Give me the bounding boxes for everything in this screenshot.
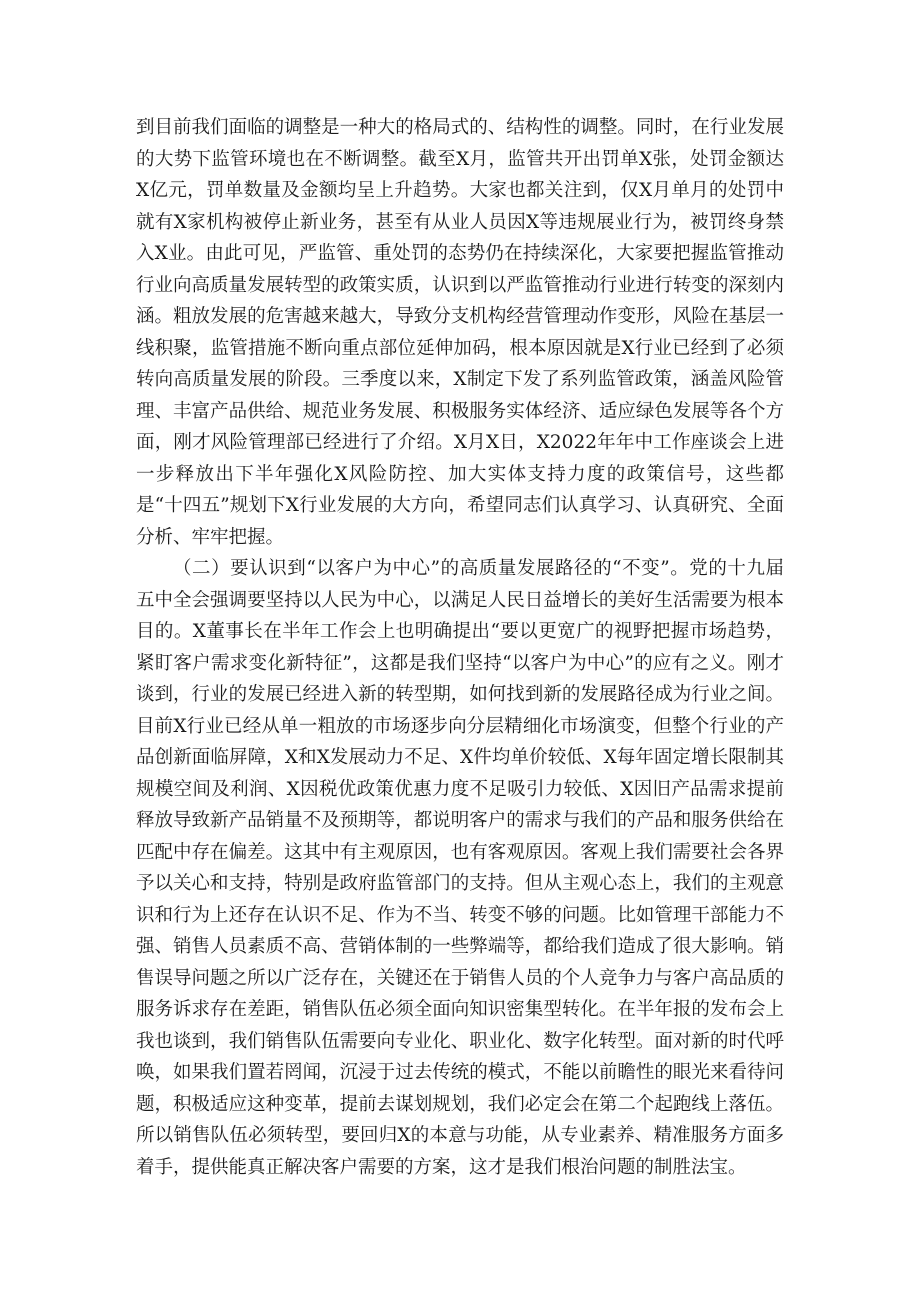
body-paragraph-section-two: （二）要认识到“以客户为中心”的高质量发展路径的“不变”。党的十九届五中全会强调要坚持以人民为中心，以满足人民日益增长的美好生活需要为根本目的。X董事长在半年工作会上也明确提出“要以更宽广的视野把握市场趋势，紧盯客户需求变化新特征”，这都是我们坚持“以客户为中心”的应有之义。刚才谈到，行业的发展已经进入新的转型期，如何找到新的发展路径成为行业之间。目前X行业已经从单一粗放的市场逐步向分层精细化市场演变，但整个行业的产品创新面临屏障，X和X发展动力不足、X件均单价较低、X每年固定增长限制其规模空间及利润、X因税优政策优惠力度不足吸引力较低、X因旧产品需求提前释放导致新产品销量不及预期等，都说明客户的需求与我们的产品和服务供给在匹配中存在偏差。这其中有主观原因，也有客观原因。客观上我们需要社会各界予以关心和支持，特别是政府监管部门的支持。但从主观心态上，我们的主观意识和行为上还存在认识不足、作为不当、转变不够的问题。比如管理干部能力不强、销售人员素质不高、营销体制的一些弊端等，都给我们造成了很大影响。销售误导问题之所以广泛存在，关键还在于销售人员的个人竞争力与客户高品质的服务诉求存在差距，销售队伍必须全面向知识密集型转化。在半年报的发布会上我也谈到，我们销售队伍需要向专业化、职业化、数字化转型。面对新的时代呼唤，如果我们置若罔闻，沉浸于过去传统的模式，不能以前瞻性的眼光来看待问题，积极适应这种变革，提前去谋划规划，我们必定会在第二个起跑线上落伍。所以销售队伍必须转型，要回归X的本意与功能，从专业素养、精准服务方面多着手，提供能真正解决客户需要的方案，这才是我们根治问题的制胜法宝。 (136, 558, 784, 1178)
body-paragraph-continued: 到目前我们面临的调整是一种大的格局式的、结构性的调整。同时，在行业发展的大势下监管环境也在不断调整。截至X月，监管共开出罚单X张，处罚金额达X亿元，罚单数量及金额均呈上升趋势。大家也都关注到，仅X月单月的处罚中就有X家机构被停止新业务，甚至有从业人员因X等违规展业行为，被罚终身禁入X业。由此可见，严监管、重处罚的态势仍在持续深化，大家要把握监管推动行业向高质量发展转型的政策实质，认识到以严监管推动行业进行转变的深刻内涵。粗放发展的危害越来越大，导致分支机构经营管理动作变形，风险在基层一线积聚，监管措施不断向重点部位延伸加码，根本原因就是X行业已经到了必须转向高质量发展的阶段。三季度以来，X制定下发了系列监管政策，涵盖风险管理、丰富产品供给、规范业务发展、积极服务实体经济、适应绿色发展等各个方面，刚才风险管理部已经进行了介绍。X月X日，X2022年年中工作座谈会上进一步释放出下半年强化X风险防控、加大实体支持力度的政策信号，这些都是“十四五”规划下X行业发展的大方向，希望同志们认真学习、认真研究、全面分析、牢牢把握。 (136, 117, 784, 548)
document-page (136, 112, 784, 1183)
